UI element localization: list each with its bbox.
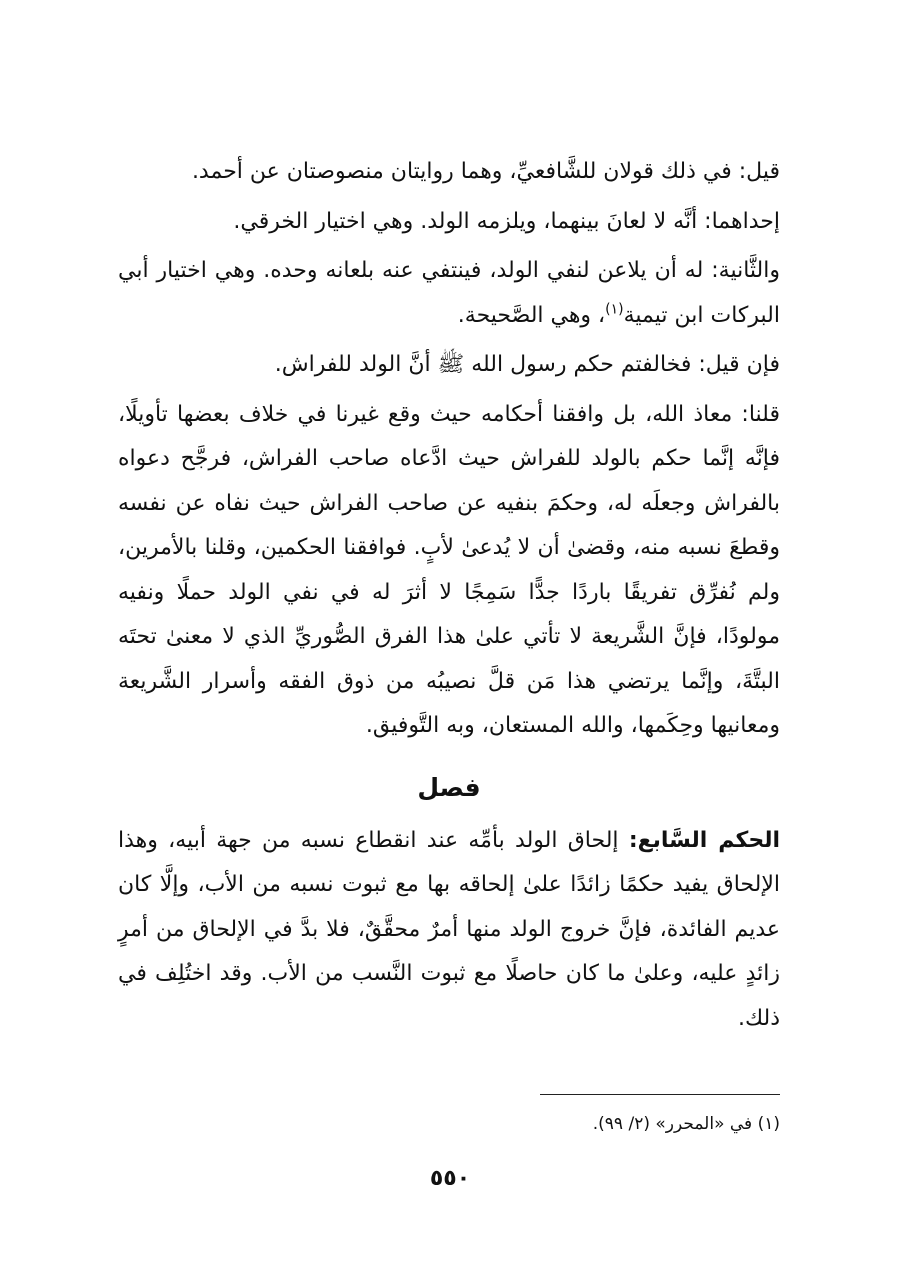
page-number: ٥٥٠ (429, 1166, 471, 1191)
paragraph-2: إحداهما: أنَّه لا لعانَ بينهما، ويلزمه الولد. وهي اختيار الخرقي. (233, 208, 780, 234)
footnote-divider (540, 1094, 780, 1095)
footnote-reference[interactable]: (١) (605, 301, 624, 318)
section-body: إلحاق الولد بأمِّه عند انقطاع نسبه من جهة أبيه، وهذا الإلحاق يفيد حكمًا زائدًا علىٰ إلحاقه بها مع ثبوت نسبه من الأب، وإلَّا كان عديم الفائدة، فإنَّ خروج الولد منها أمرٌ محقَّقٌ، فلا بدَّ في الإلحاق من أمرٍ زائدٍ عليه، وعلىٰ ما كان حاصلًا مع ثبوت النَّسب من الأب. وقد اختُلِف في ذلك. (118, 827, 780, 1031)
section-paragraph (118, 819, 780, 1042)
footnote: (١) في «المحرر» (٢/ ٩٩). (592, 1114, 780, 1134)
section-lead: الحكم السَّابع: (628, 827, 780, 853)
paragraph-1: قيل: في ذلك قولان للشَّافعيِّ، وهما روايتان منصوصتان عن أحمد. (191, 159, 780, 184)
paragraph-4: فإن قيل: فخالفتم حكم رسول الله ﷺ أنَّ الولد للفراش. (274, 352, 780, 377)
paragraph-3 (118, 249, 780, 338)
paragraph-5: قلنا: معاذ الله، بل وافقنا أحكامه حيث وقع غيرنا في خلاف بعضها تأويلًا، فإنَّه إنَّما حكم بالولد للفراش حيث ادَّعاه صاحب الفراش، فرجَّح دعواه بالفراش وجعلَه له، وحكمَ بنفيه عن صاحب الفراش حيث نفاه عن نفسه وقطعَ نسبه منه، وقضىٰ أن لا يُدعىٰ لأبٍ. فوافقنا الحكمين، وقلنا بالأمرين، ولم نُفرِّق تفريقًا باردًا جدًّا سَمِجًا لا أثرَ له في نفي الولد حملًا ونفيه مولودًا، فإنَّ الشَّريعة لا تأتي علىٰ هذا الفرق الصُّوريِّ الذي لا معنىٰ تحتَه البتَّةَ، وإنَّما يرتضي هذا مَن قلَّ نصيبُه من ذوق الفقه وأسرار الشَّريعة ومعانيها وحِكَمها، والله المستعان، وبه التَّوفيق. (118, 401, 780, 738)
section-heading: فصل (417, 772, 481, 802)
paragraph-3-text: والثَّانية: له أن يلاعن لنفي الولد، فينتفي عنه بلعانه وحده. وهي اختيار أبي البركات ابن تيمية (118, 258, 780, 328)
main-text (118, 150, 780, 1046)
paragraph-3-tail: ، وهي الصَّحيحة. (457, 302, 606, 328)
